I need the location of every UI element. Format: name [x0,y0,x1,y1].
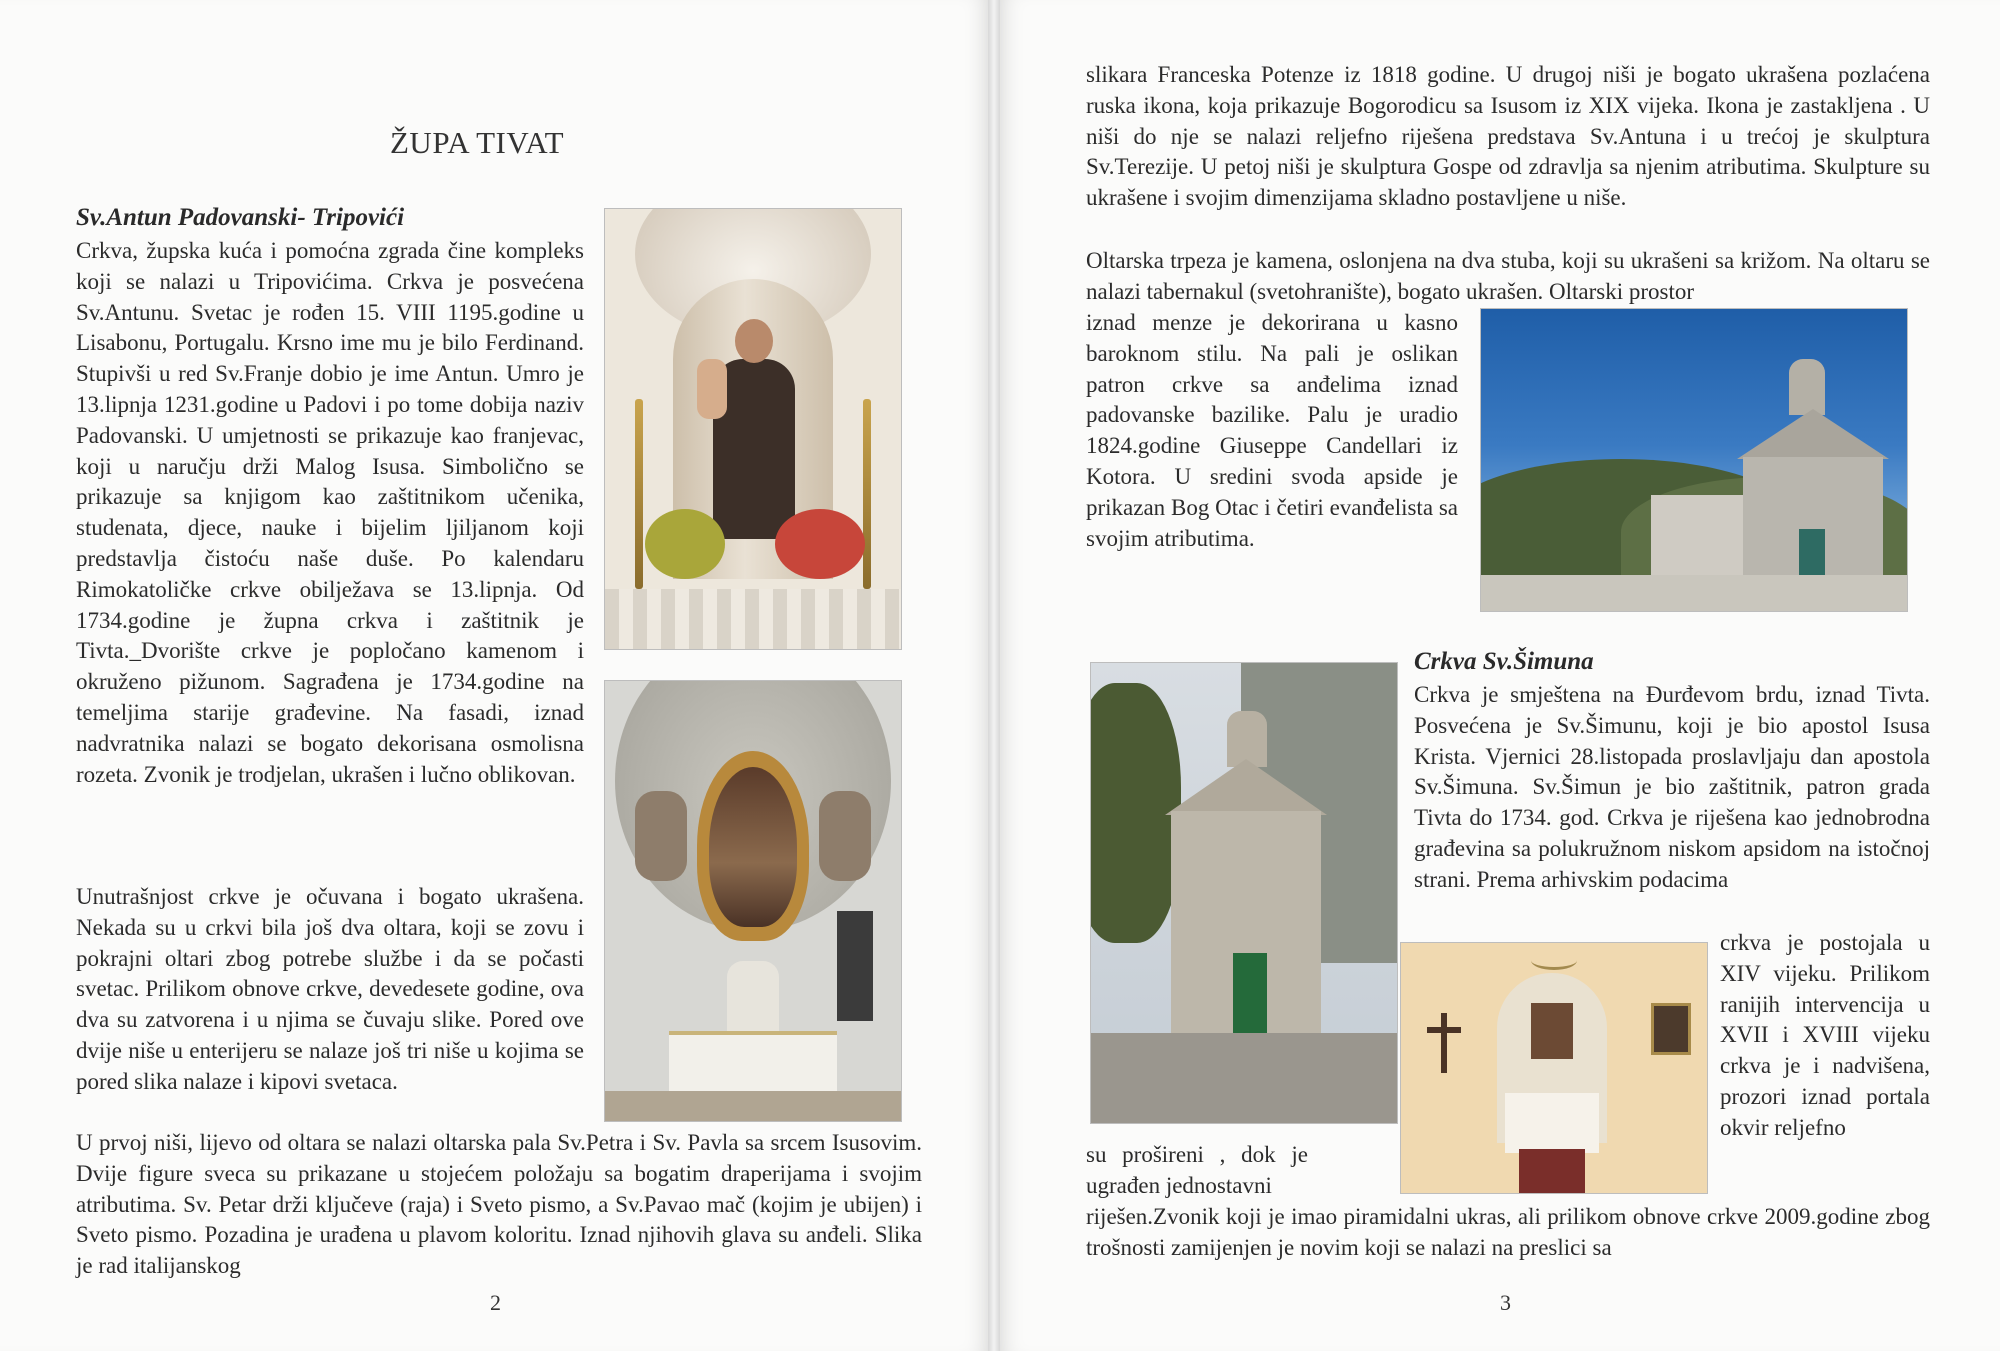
photo-church-sv-antun-exterior [1480,308,1908,612]
section-heading-sv-antun: Sv.Antun Padovanski- Tripovići [76,204,405,231]
body-text-sv-simun: Crkva je smještena na Đurđevom brdu, iznad Tivta. Posvećena je Sv.Šimunu, koji je bio apostol Isusa Krista. Vjernici 28.listopada proslavljaju dan apostola Sv.Šimuna. Sv.Šimun je bio zaštitnik, patron grada Tivta do 1734. god. Crkva je riješena kao jednobrodna građevina sa polukružnom niskom apsidom na istočnoj strani. Prema arhivskim podacima [1414,682,1930,892]
body-text-intro: Crkva, župska kuća i pomoćna zgrada čine kompleks koji se nalazi u Tripovićima. Crkva je posvećena Sv.Antunu. Svetac je rođen 15. VIII 1195.godine u Lisabonu, Portugalu. Krsno ime mu je bilo Ferdinand. Stupivši u red Sv.Franje dobio je ime Antun. Umro je 13.lipnja 1231.godine u Padovi i po tome dobija naziv Padovanski. U umjetnosti se prikazuje kao franjevac, koji u naručju drži Malog Isusa. Simbolično se prikazuje sa knjigom kao zaštitnikom učenika, studenata, djece, nauke i bijelim ljiljanom koji predstavlja čistoću naše duše. Po kalendaru Rimokatoličke crkve obilježava se 13.lipnja. Od 1734.godine je župna crkva i zaštitnik je Tivta._Dvorište crkve je popločano kamenom i okruženo pižunom. Sagrađena je 1734.godine na temeljima starije građevine. Na fasadi, iznad nadvratnika nalazi se bogato dekorisana osmolisna rozeta. Zvonik je trodjelan, ukrašen i lučno oblikovan. [76,238,584,787]
body-text-sv-simun-bottom: riješen.Zvonik koji je imao piramidalni ukras, ali prilikom obnove crkve 2009.godine zbog trošnosti zamijenjen je novim koji se nalazi na preslici sa [1086,1204,1930,1260]
section-heading-sv-simun: Crkva Sv.Šimuna [1414,648,1594,675]
body-text-sv-simun-column: crkva je postojala u XIV vijeku. Prilikom ranijih intervencija u XVII i XVIII vijeku crkva je i nadvišena, prozori iznad portala okvir reljefno [1720,930,1930,1140]
page-number-right: 3 [1500,1290,1511,1315]
photo-statue-niche [604,208,902,650]
body-text-niches: U prvoj niši, lijevo od oltara se nalazi oltarska pala Sv.Petra i Sv. Pavla sa srcem Isusovim. Dvije figure sveca su prikazane u stojećem položaju sa bogatim draperijama i svojim atributima. Sv. Petar drži ključeve (raja) i Sveto pismo, a Sv.Pavao mač (kojim je ubijen) i Sveto pismo. Pozadina je urađena u plavom koloritu. Iznad njihovih glava su anđeli. Slika je rad italijanskog [76,1130,922,1279]
photo-altar-painting [604,680,902,1122]
body-text-sv-simun-left: su prošireni , dok je ugrađen jednostavni [1086,1142,1308,1198]
page-number-left: 2 [490,1290,501,1315]
photo-church-sv-simun-interior [1400,942,1708,1194]
body-text-altar-table: Oltarska trpeza je kamena, oslonjena na dva stuba, koji su ukrašeni sa križom. Na oltaru se nalazi tabernakul (svetohranište), bogato ukrašen. Oltarski prostor [1086,248,1930,304]
left-page [0,0,988,1351]
book-gutter [988,0,1000,1351]
body-text-altar-space: iznad menze je dekorirana u kasno baroknom stilu. Na pali je oslikan patron crkve sa anđelima iznad padovanske bazilike. Palu je uradio 1824.godine Giuseppe Candellari iz Kotora. U sredini svoda apside je prikazan Bog Otac i četiri evanđelista sa svojim atributima. [1086,310,1458,551]
photo-church-sv-simun-exterior [1090,662,1398,1124]
body-text-painting-continued: slikara Franceska Potenze iz 1818 godine. U drugoj niši je bogato ukrašena pozlaćena ruska ikona, koja prikazuje Bogorodicu sa Isusom iz XIX vijeka. Ikona je zastakljena . U niši do nje se nalazi reljefno riješena predstava Sv.Antuna i u trećoj je skulptura Sv.Terezije. U petoj niši je skulptura Gospe od zdravlja sa njenim atributima. Skulpture su ukrašene i svojim dimenzijama skladno postavljene u niše. [1086,62,1930,211]
page-title: ŽUPA TIVAT [390,125,565,160]
body-text-interior: Unutrašnjost crkve je očuvana i bogato ukrašena. Nekada su u crkvi bila još dva oltara, koji se zovu i pokrajni oltari zbog potrebe službe i da se počasti svetac. Prilikom obnove crkve, devedesete godine, ova dva su zatvorena i u njima se čuvaju slike. Pored ove dvije niše u enterijeru se nalaze još tri niše u kojima se pored slika nalaze i kipovi svetaca. [76,884,584,1094]
